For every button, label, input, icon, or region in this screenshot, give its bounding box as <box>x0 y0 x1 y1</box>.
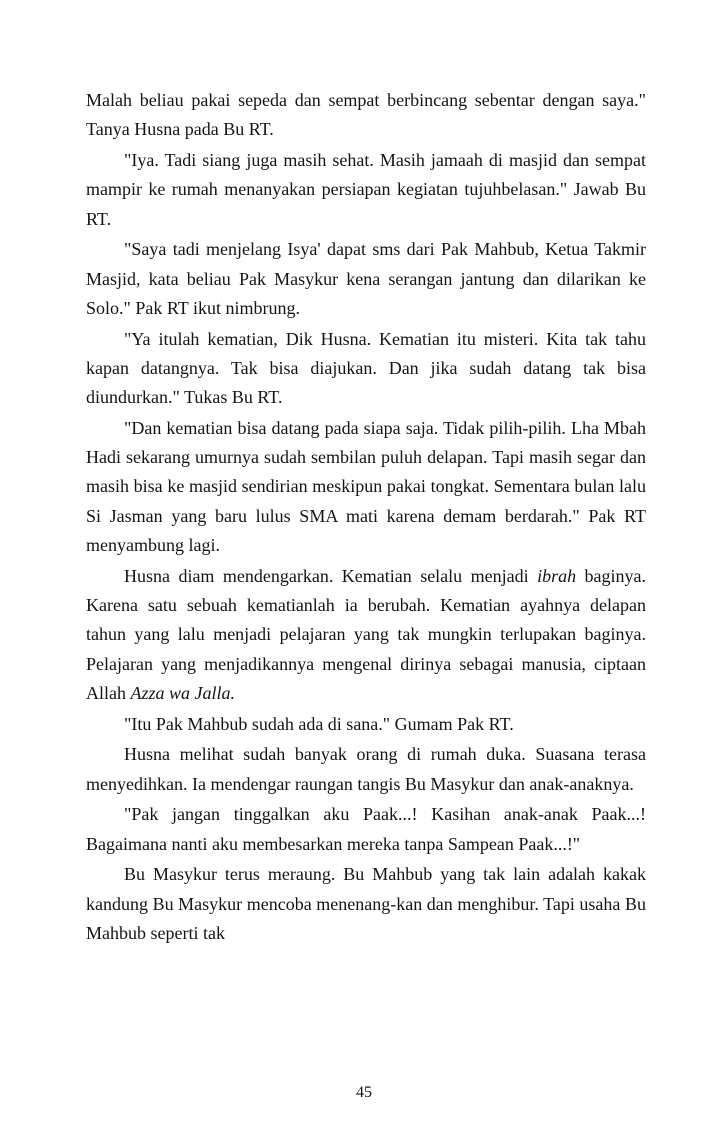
paragraph-8: Husna melihat sudah banyak orang di rumah duka. Suasana terasa menyedihkan. Ia mendengar raungan tangis Bu Masykur dan anak-anaknya. <box>86 744 646 794</box>
paragraph-9: "Pak jangan tinggalkan aku Paak...! Kasihan anak-anak Paak...! Bagaimana nanti aku membesarkan mereka tanpa Sampean Paak...!" <box>86 804 646 854</box>
p6-start: Husna diam mendengarkan. Kematian selalu menjadi <box>124 565 529 586</box>
p6-italic-ibrah: ibrah <box>537 565 577 586</box>
p6-middle: baginya. Karena satu sebuah kematianlah ia berubah. Kematian ayahnya delapan tahun yang lalu menjadi pelajaran yang tak mungkin terlupakan baginya. Pelajaran yang menjadikannya mengenal dirinya sebagai manusia, ciptaan Allah <box>86 565 647 703</box>
paragraph-10: Bu Masykur terus meraung. Bu Mahbub yang tak lain adalah kakak kandung Bu Masykur mencoba menenang-kan dan menghibur. Tapi usaha Bu Mahbub seperti tak <box>86 864 646 943</box>
paragraph-7: "Itu Pak Mahbub sudah ada di sana." Gumam Pak RT. <box>124 713 514 734</box>
paragraph-2: "Iya. Tadi siang juga masih sehat. Masih jamaah di masjid dan sempat mampir ke rumah menanyakan persiapan kegiatan tujuhbelasan." Jawab Bu RT. <box>86 149 646 229</box>
paragraph-6 <box>86 562 646 708</box>
paragraph-4: "Ya itulah kematian, Dik Husna. Kematian itu misteri. Kita tak tahu kapan datangnya. Tak bisa diajukan. Dan jika sudah datang tak bisa diundurkan." Tukas Bu RT. <box>86 328 646 408</box>
p6-italic-azza: Azza wa Jalla. <box>130 682 236 703</box>
paragraph-1: Malah beliau pakai sepeda dan sempat berbincang sebentar dengan saya." Tanya Husna pada Bu RT. <box>86 90 646 140</box>
paragraph-3: "Saya tadi menjelang Isya' dapat sms dari Pak Mahbub, Ketua Takmir Masjid, kata beliau Pak Masykur kena serangan jantung dan dilarikan ke Solo." Pak RT ikut nimbrung. <box>86 239 646 318</box>
page-number: 45 <box>356 1084 372 1101</box>
paragraph-5: "Dan kematian bisa datang pada siapa saja. Tidak pilih-pilih. Lha Mbah Hadi sekarang umurnya sudah sembilan puluh delapan. Tapi masih segar dan masih bisa ke masjid sendirian meskipun pakai tongkat. Sementara bulan lalu Si Jasman yang baru lulus SMA mati karena demam berdarah." Pak RT menyambung lagi. <box>86 417 646 556</box>
page-body <box>86 86 646 948</box>
